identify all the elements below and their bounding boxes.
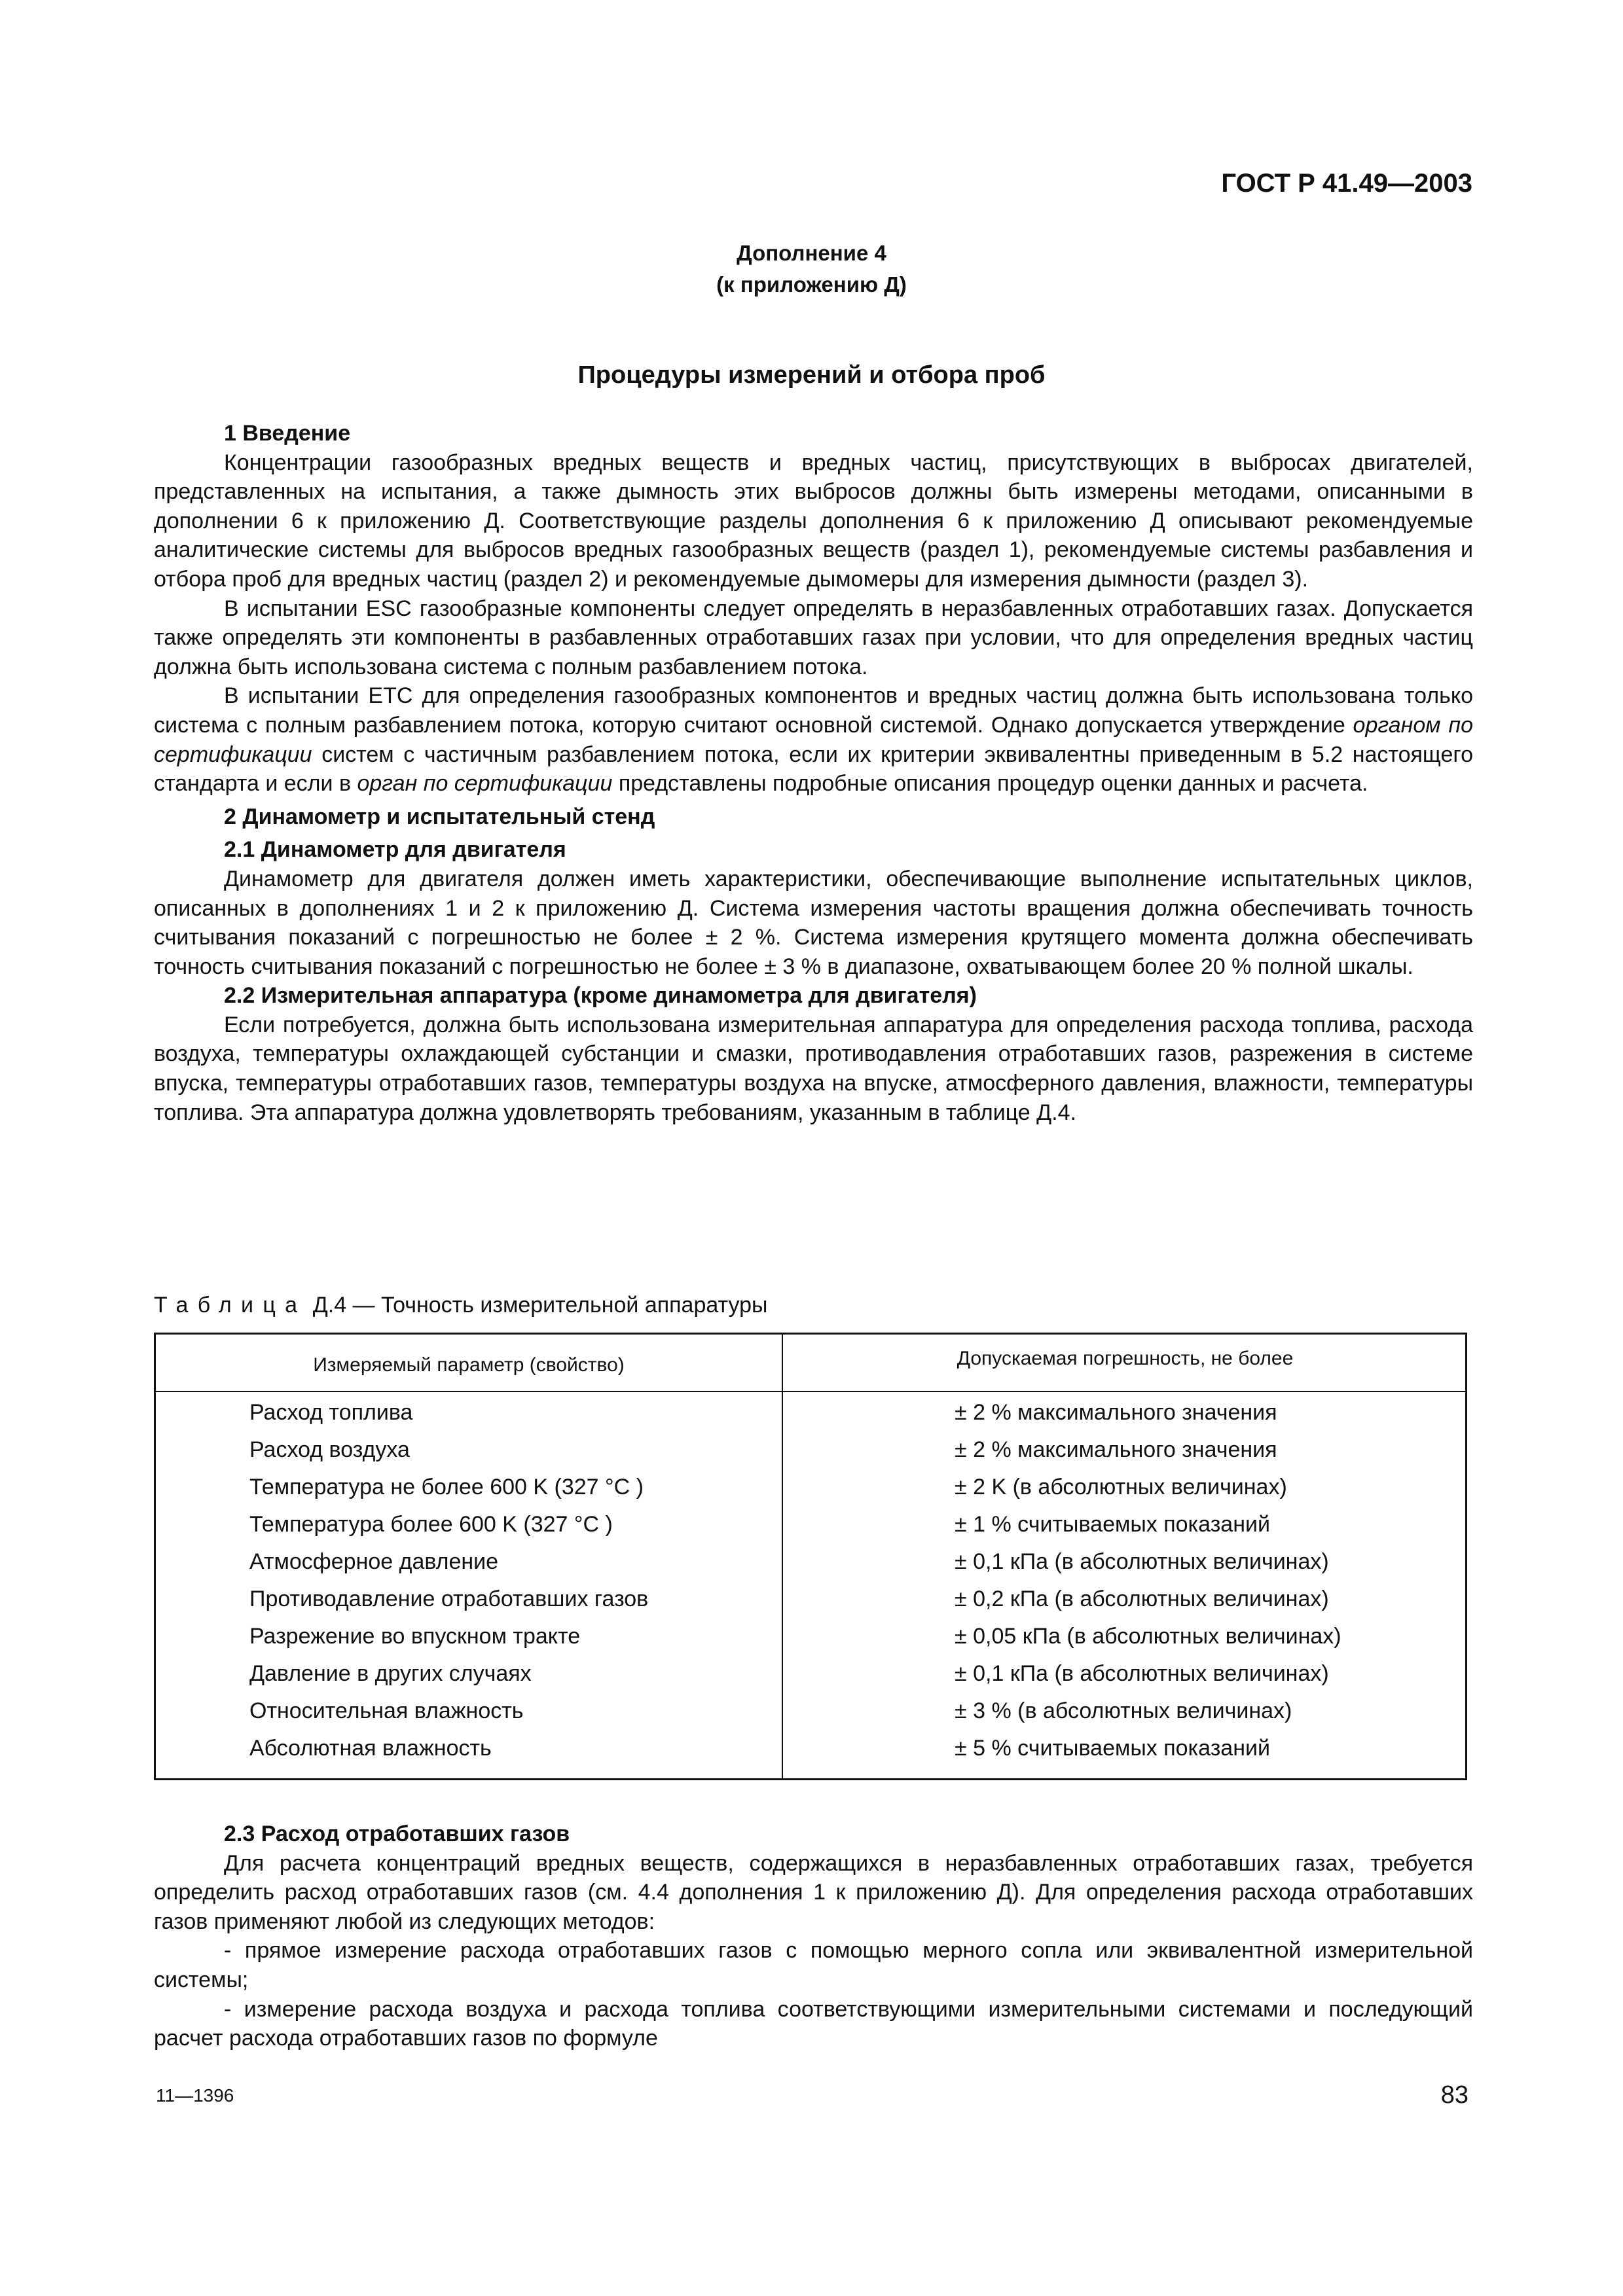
parameter-cell: Относительная влажность xyxy=(249,1698,524,1723)
table-row xyxy=(156,1624,1465,1661)
table-caption-text: Д.4 — Точность измерительной аппаратуры xyxy=(306,1293,768,1318)
table-caption xyxy=(154,1293,767,1318)
tolerance-cell: ± 2 K (в абсолютных величинах) xyxy=(955,1475,1287,1499)
list-item-air-fuel-measurement: - измерение расхода воздуха и расхода топлива соответствующими измерительными системами и последующий расчет расхода отработавших газов по формуле xyxy=(154,1996,1473,2051)
paragraph-2-1: Динамометр для двигателя должен иметь характеристики, обеспечивающие выполнение испытательных циклов, описанных в дополнениях 1 и 2 к приложению Д. Система измерения частоты вращения должна обеспечивать точность считывания показаний с погрешностью не более ± 2 %. Система измерения крутящего момента должна обеспечивать точность считывания показаний с погрешностью не более ± 3 % в диапазоне, охватывающем более 20 % полной шкалы. xyxy=(154,866,1473,979)
tolerance-cell: ± 2 % максимального значения xyxy=(955,1400,1277,1425)
accuracy-table xyxy=(154,1333,1467,1780)
table-row xyxy=(156,1400,1465,1437)
paragraph-1-1: Концентрации газообразных вредных веществ и вредных частиц, присутствующих в выбросах двигателей, представленных на испытания, а также дымность этих выбросов должны быть измерены методами, описанными в дополнении 6 к приложению Д. Соответствующие разделы дополнения 6 к приложению Д описывают рекомендуемые аналитические системы для выбросов вредных газообразных веществ (раздел 1), рекомендуемые системы разбавления и отбора проб для вредных частиц (раздел 2) и рекомендуемые дымомеры для измерения дымности (раздел 3). xyxy=(154,450,1473,592)
tolerance-cell: ± 2 % максимального значения xyxy=(955,1437,1277,1462)
paragraph-1-3-part-c: представлены подробные описания процедур оценки данных и расчета. xyxy=(612,771,1368,797)
table-row xyxy=(156,1736,1465,1773)
parameter-cell: Расход топлива xyxy=(249,1400,413,1425)
parameter-cell: Разрежение во впускном тракте xyxy=(249,1624,581,1649)
supplement-subtitle: (к приложению Д) xyxy=(716,272,907,296)
parameter-cell: Температура не более 600 K (327 °C ) xyxy=(249,1475,644,1499)
table-row xyxy=(156,1437,1465,1475)
table-header-parameter: Измеряемый параметр (свойство) xyxy=(313,1354,625,1376)
tolerance-cell: ± 3 % (в абсолютных величинах) xyxy=(955,1698,1292,1723)
list-item-direct-measurement: - прямое измерение расхода отработавших газов с помощью мерного сопла или эквивалентной измерительной системы; xyxy=(154,1938,1473,1992)
tolerance-cell: ± 0,05 кПа (в абсолютных величинах) xyxy=(955,1624,1341,1649)
section-heading-1: 1 Введение xyxy=(224,421,351,446)
table-header-divider xyxy=(156,1391,1465,1392)
parameter-cell: Температура более 600 K (327 °C ) xyxy=(249,1512,613,1537)
standard-number: ГОСТ Р 41.49—2003 xyxy=(1221,169,1472,198)
section-heading-2-1: 2.1 Динамометр для двигателя xyxy=(224,837,566,863)
tolerance-cell: ± 0,2 кПа (в абсолютных величинах) xyxy=(955,1587,1329,1611)
tolerance-cell: ± 0,1 кПа (в абсолютных величинах) xyxy=(955,1661,1329,1686)
paragraph-2-2: Если потребуется, должна быть использована измерительная аппаратура для определения расхода топлива, расхода воздуха, температуры охлаждающей субстанции и смазки, противодавления отработавших газов, разрежения в системе впуска, температуры отработавших газов, температуры воздуха на впуске, атмосферного давления, влажности, температуры топлива. Эта аппаратура должна удовлетворять требованиям, указанным в таблице Д.4. xyxy=(154,1012,1473,1125)
parameter-cell: Противодавление отработавших газов xyxy=(249,1587,649,1611)
table-row xyxy=(156,1549,1465,1587)
paragraph-2-3: Для расчета концентраций вредных веществ, содержащихся в неразбавленных отработавших газах, требуется определить расход отработавших газов (см. 4.4 дополнения 1 к приложению Д). Для определения расхода отработавших газов применяют любой из следующих методов: xyxy=(154,1850,1473,1934)
tolerance-cell: ± 0,1 кПа (в абсолютных величинах) xyxy=(955,1549,1329,1574)
table-row xyxy=(156,1661,1465,1698)
main-text-continued xyxy=(154,1820,1473,2053)
table-row xyxy=(156,1698,1465,1736)
page-title: Процедуры измерений и отбора проб xyxy=(577,361,1046,389)
tolerance-cell: ± 1 % считываемых показаний xyxy=(955,1512,1270,1537)
table-row xyxy=(156,1475,1465,1512)
parameter-cell: Абсолютная влажность xyxy=(249,1736,492,1761)
tolerance-cell: ± 5 % считываемых показаний xyxy=(955,1736,1270,1761)
page-number: 83 xyxy=(1440,2081,1468,2109)
table-body xyxy=(156,1400,1465,1773)
parameter-cell: Давление в других случаях xyxy=(249,1661,532,1686)
print-code: 11—1396 xyxy=(156,2085,234,2106)
paragraph-1-2: В испытании ESC газообразные компоненты следует определять в неразбавленных отработавших газах. Допускается также определять эти компоненты в разбавленных отработавших газах при условии, что для определения вредных частиц должна быть использована система с полным разбавлением потока. xyxy=(154,596,1473,679)
main-text xyxy=(154,419,1473,1127)
table-header-tolerance: Допускаемая погрешность, не более xyxy=(957,1348,1294,1369)
parameter-cell: Расход воздуха xyxy=(249,1437,410,1462)
table-caption-label: Таблица xyxy=(154,1293,307,1318)
table-row xyxy=(156,1587,1465,1624)
parameter-cell: Атмосферное давление xyxy=(249,1549,499,1574)
supplement-title: Дополнение 4 xyxy=(737,241,886,265)
table-row xyxy=(156,1512,1465,1549)
section-heading-2: 2 Динамометр и испытательный стенд xyxy=(224,804,655,829)
section-heading-2-3: 2.3 Расход отработавших газов xyxy=(224,1821,570,1846)
paragraph-1-3-part-b: систем с частичным разбавлением потока, если их критерии эквивалентны приведенным в 5.2 настоящего стандарта и если в xyxy=(154,742,1473,797)
paragraph-1-3 xyxy=(154,681,1473,798)
certification-body-emphasis-1: органом по сертификации xyxy=(154,712,1473,767)
certification-body-emphasis-2: орган по сертификации xyxy=(357,771,613,797)
paragraph-1-3-part-a: В испытании ETC для определения газообразных компонентов и вредных частиц должна быть использована только система с полным разбавлением потока, которую считают основной системой. Однако допускается утверждение xyxy=(154,683,1473,738)
section-heading-2-2: 2.2 Измерительная аппаратура (кроме динамометра для двигателя) xyxy=(224,983,977,1009)
